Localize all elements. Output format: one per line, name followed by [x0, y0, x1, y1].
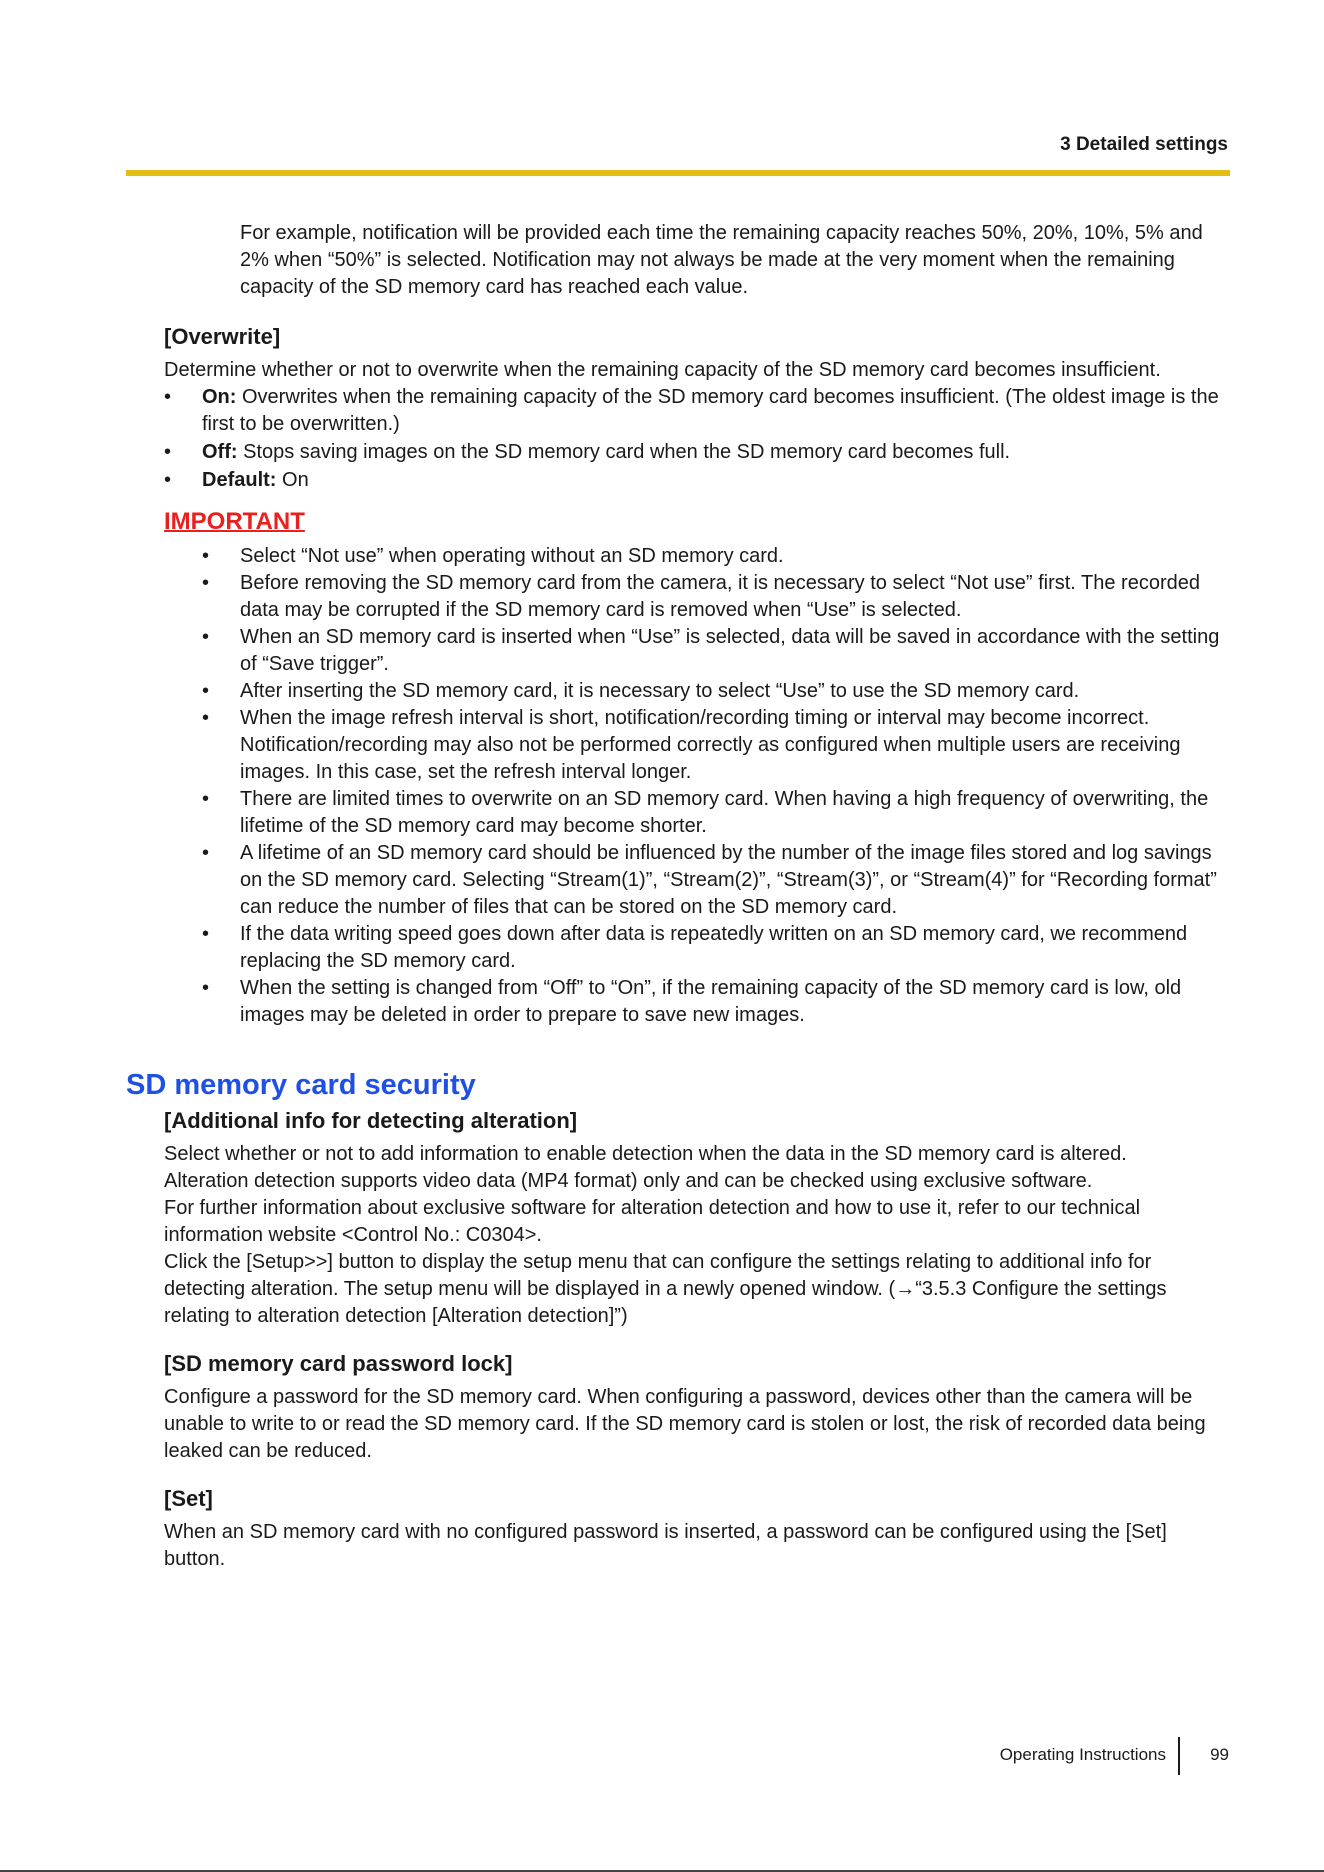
password-lock-text: Configure a password for the SD memory card. When configuring a password, devices other than the camera will be unable to write to or read the SD memory card. If the SD memory card is stolen or lost, the risk of recorded data being leaked can be reduced.	[164, 1386, 1206, 1462]
important-list	[202, 543, 1230, 1029]
overwrite-options	[164, 384, 1230, 494]
alteration-heading: [Additional info for detecting alteration]	[164, 1108, 578, 1133]
option-text: On	[282, 469, 309, 491]
important-label: IMPORTANT	[164, 508, 305, 535]
list-item: • Select “Not use” when operating without an SD memory card.	[202, 543, 1230, 570]
list-item: • If the data writing speed goes down after data is repeatedly written on an SD memory card, we recommend replacing the SD memory card.	[202, 921, 1230, 975]
option-label: Off:	[202, 441, 238, 463]
list-item: • When the setting is changed from “Off” to “On”, if the remaining capacity of the SD memory card is low, old images may be deleted in order to prepare to save new images.	[202, 975, 1230, 1029]
list-item: • When the image refresh interval is short, notification/recording timing or interval may become incorrect. Notification/recording may also not be performed correctly as configured when multiple users are receiving images. In this case, set the refresh interval longer.	[202, 705, 1230, 786]
footer-label: Operating Instructions	[999, 1745, 1166, 1764]
overwrite-description: Determine whether or not to overwrite when the remaining capacity of the SD memory card becomes insufficient.	[164, 359, 1161, 381]
alteration-paragraph: For further information about exclusive software for alteration detection and how to use it, refer to our technical information website <Control No.: C0304>.	[164, 1197, 1141, 1246]
password-lock-heading: [SD memory card password lock]	[164, 1351, 513, 1376]
list-item	[164, 384, 1230, 438]
list-item	[164, 439, 1230, 466]
list-item: • Before removing the SD memory card from the camera, it is necessary to select “Not use” first. The recorded data may be corrupted if the SD memory card is removed when “Use” is selected.	[202, 570, 1230, 624]
set-text: When an SD memory card with no configured password is inserted, a password can be configured using the [Set] button.	[164, 1521, 1167, 1570]
option-label: On:	[202, 386, 237, 408]
set-heading: [Set]	[164, 1486, 213, 1511]
list-item	[164, 467, 1230, 494]
header-rule	[126, 170, 1230, 176]
list-item: • After inserting the SD memory card, it is necessary to select “Use” to use the SD memory card.	[202, 678, 1230, 705]
alteration-paragraph: Alteration detection supports video data (MP4 format) only and can be checked using exclusive software.	[164, 1170, 1093, 1192]
option-label: Default:	[202, 469, 277, 491]
section-title: SD memory card security	[126, 1069, 476, 1101]
list-item: • There are limited times to overwrite on an SD memory card. When having a high frequency of overwriting, the lifetime of the SD memory card may become shorter.	[202, 786, 1230, 840]
page-number: 99	[1210, 1745, 1229, 1764]
alteration-paragraph: Click the [Setup>>] button to display the setup menu that can configure the settings relating to additional info for detecting alteration. The setup menu will be displayed in a newly opened window. (→“3.5.3 Configure the settings relating to alteration detection [Alteration detection]”)	[164, 1251, 1167, 1327]
alteration-paragraph: Select whether or not to add information to enable detection when the data in the SD memory card is altered.	[164, 1143, 1127, 1165]
page-content	[126, 220, 1230, 1573]
footer-divider	[1178, 1737, 1180, 1775]
overwrite-heading: [Overwrite]	[164, 324, 281, 349]
list-item: • A lifetime of an SD memory card should be influenced by the number of the image files stored and log savings on the SD memory card. Selecting “Stream(1)”, “Stream(2)”, “Stream(3)”, or “Stream(4)” for “Recording format” can reduce the number of files that can be stored on the SD memory card.	[202, 840, 1230, 921]
list-item: • When an SD memory card is inserted when “Use” is selected, data will be saved in accordance with the setting of “Save trigger”.	[202, 624, 1230, 678]
chapter-title: 3 Detailed settings	[1060, 134, 1228, 155]
intro-paragraph: For example, notification will be provided each time the remaining capacity reaches 50%, 20%, 10%, 5% and 2% when “50%” is selected. Notification may not always be made at the very moment when the remaining capacity of the SD memory card has reached each value.	[240, 222, 1203, 298]
option-text: Stops saving images on the SD memory card when the SD memory card becomes full.	[243, 441, 1011, 463]
option-text: Overwrites when the remaining capacity of the SD memory card becomes insufficient. (The oldest image is the first to be overwritten.)	[202, 386, 1219, 435]
